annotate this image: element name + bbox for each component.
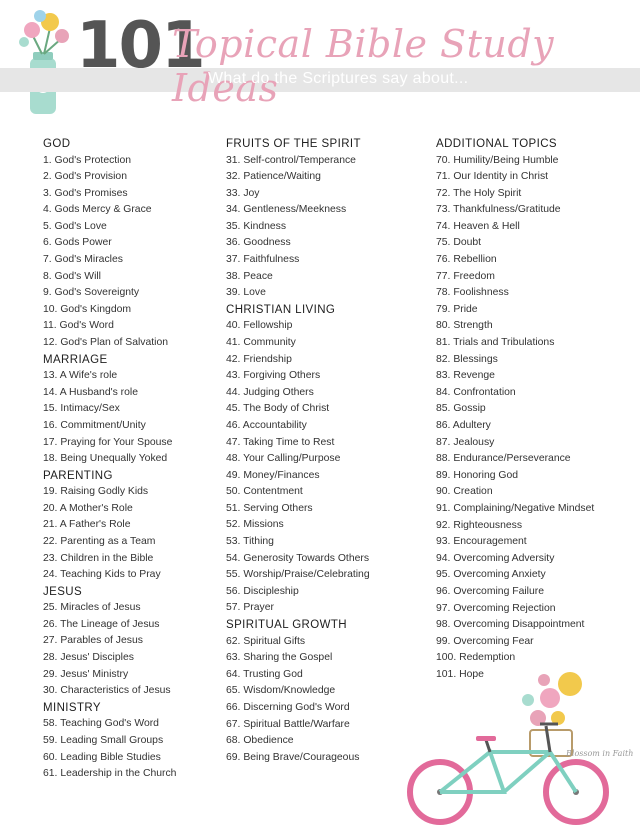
topic-item: 33. Joy <box>226 187 260 199</box>
topic-item: 52. Missions <box>226 519 284 531</box>
topic-item: 55. Worship/Praise/Celebrating <box>226 569 370 581</box>
topic-item: 42. Friendship <box>226 353 292 365</box>
topic-item: 60. Leading Bible Studies <box>43 751 161 763</box>
topic-item: 68. Obedience <box>226 735 294 747</box>
topic-item: 41. Community <box>226 336 296 348</box>
section-heading: JESUS <box>43 585 83 598</box>
topic-section <box>226 136 426 302</box>
topic-item: 21. A Father's Role <box>43 519 131 531</box>
topic-item: 28. Jesus' Disciples <box>43 652 134 664</box>
topic-item: 65. Wisdom/Knowledge <box>226 685 336 697</box>
topic-item: 47. Taking Time to Rest <box>226 436 335 448</box>
section-heading: GOD <box>43 138 71 150</box>
topic-item: 88. Endurance/Perseverance <box>436 453 571 465</box>
topic-item: 11. God's Word <box>43 320 114 332</box>
topic-item: 73. Thankfulness/Gratitude <box>436 204 561 216</box>
flower-jar-illustration <box>14 6 74 116</box>
topic-item: 70. Humility/Being Humble <box>436 154 559 166</box>
section-heading: FRUITS OF THE SPIRIT <box>226 138 361 150</box>
topic-item: 27. Parables of Jesus <box>43 635 143 647</box>
topic-item: 32. Patience/Waiting <box>226 171 321 183</box>
topic-item: 24. Teaching Kids to Pray <box>43 569 161 581</box>
topic-item: 10. God's Kingdom <box>43 303 132 315</box>
topic-item: 84. Confrontation <box>436 386 516 398</box>
topic-item: 26. The Lineage of Jesus <box>43 618 160 630</box>
topic-item: 82. Blessings <box>436 353 498 365</box>
topic-item: 25. Miracles of Jesus <box>43 602 141 614</box>
section-heading: MARRIAGE <box>43 353 108 366</box>
topic-item: 72. The Holy Spirit <box>436 187 522 199</box>
topic-item: 45. The Body of Christ <box>226 403 330 415</box>
bicycle-illustration <box>400 660 640 828</box>
topic-item: 38. Peace <box>226 270 273 282</box>
section-heading: ADDITIONAL TOPICS <box>436 138 557 150</box>
topic-item: 80. Strength <box>436 320 493 332</box>
topic-item: 81. Trials and Tribulations <box>436 337 555 349</box>
topic-item: 99. Overcoming Fear <box>436 635 534 647</box>
topic-item: 6. Gods Power <box>43 237 112 249</box>
topic-item: 61. Leadership in the Church <box>43 768 177 780</box>
topic-item: 93. Encouragement <box>436 536 527 548</box>
topic-item: 37. Faithfulness <box>226 254 300 266</box>
topic-item: 2. God's Provision <box>43 171 127 183</box>
flower-basket-icon <box>522 672 582 756</box>
topic-item: 49. Money/Finances <box>226 469 320 481</box>
topic-item: 101. Hope <box>436 668 484 680</box>
page-title: Topical Bible Study Ideas <box>172 22 555 110</box>
topic-item: 57. Prayer <box>226 602 274 614</box>
topic-item: 85. Gossip <box>436 403 486 415</box>
topic-item: 14. A Husband's role <box>43 386 138 398</box>
topic-item: 53. Tithing <box>226 536 274 548</box>
topic-item: 94. Overcoming Adversity <box>436 552 555 564</box>
topic-item: 7. God's Miracles <box>43 254 123 266</box>
section-heading: MINISTRY <box>43 701 101 714</box>
topic-item: 22. Parenting as a Team <box>43 535 156 547</box>
topic-item: 86. Adultery <box>436 420 491 431</box>
header <box>0 0 640 110</box>
topic-section <box>226 617 426 766</box>
topic-item: 75. Doubt <box>436 237 482 249</box>
topic-item: 76. Rebellion <box>436 254 497 266</box>
topic-item: 50. Contentment <box>226 486 303 498</box>
section-heading: PARENTING <box>43 469 113 482</box>
topic-item: 54. Generosity Towards Others <box>226 552 370 564</box>
topic-item: 31. Self-control/Temperance <box>226 154 356 166</box>
topic-item: 90. Creation <box>436 486 493 498</box>
topic-item: 23. Children in the Bible <box>43 552 154 564</box>
page-subtitle: What do the Scriptures say about... <box>208 70 469 87</box>
topic-column-2 <box>226 136 426 766</box>
topic-section <box>43 584 221 700</box>
topic-item: 1. God's Protection <box>43 154 132 166</box>
topic-item: 58. Teaching God's Word <box>43 718 159 730</box>
topic-item: 77. Freedom <box>436 270 495 282</box>
topic-item: 100. Redemption <box>436 652 516 664</box>
topic-section <box>226 302 426 617</box>
topic-item: 43. Forgiving Others <box>226 370 321 382</box>
topic-item: 15. Intimacy/Sex <box>43 403 120 415</box>
topic-item: 29. Jesus' Ministry <box>43 668 129 680</box>
topic-section <box>436 136 636 684</box>
topic-item: 79. Pride <box>436 303 478 315</box>
topic-item: 12. God's Plan of Salvation <box>43 337 169 349</box>
topic-item: 63. Sharing the Gospel <box>226 652 333 664</box>
topic-item: 13. A Wife's role <box>43 370 118 382</box>
topic-item: 92. Righteousness <box>436 519 523 531</box>
topic-item: 19. Raising Godly Kids <box>43 486 149 498</box>
topic-item: 36. Goodness <box>226 237 291 249</box>
topic-section <box>43 136 221 352</box>
topic-item: 74. Heaven & Hell <box>436 220 520 232</box>
credit-text: Blossom in Faith <box>566 749 634 758</box>
topic-item: 87. Jealousy <box>436 436 495 448</box>
topic-item: 8. God's Will <box>43 270 101 282</box>
topic-item: 4. Gods Mercy & Grace <box>43 204 152 216</box>
topic-item: 67. Spiritual Battle/Warfare <box>226 718 350 730</box>
topic-item: 83. Revenge <box>436 370 495 382</box>
topic-item: 96. Overcoming Failure <box>436 585 544 597</box>
topic-section <box>43 468 221 584</box>
topic-item: 17. Praying for Your Spouse <box>43 436 173 448</box>
title-number: 101 <box>76 9 204 83</box>
topic-item: 3. God's Promises <box>43 187 128 199</box>
topic-section <box>43 352 221 468</box>
topic-section <box>43 700 221 783</box>
topic-item: 95. Overcoming Anxiety <box>436 569 546 581</box>
topic-item: 59. Leading Small Groups <box>43 734 164 746</box>
topic-column-1 <box>43 136 221 783</box>
topic-item: 62. Spiritual Gifts <box>226 635 306 647</box>
topic-item: 64. Trusting God <box>226 668 303 680</box>
topic-item: 66. Discerning God's Word <box>226 701 350 713</box>
topic-item: 40. Fellowship <box>226 320 293 332</box>
section-heading: SPIRITUAL GROWTH <box>226 619 347 632</box>
topic-item: 5. God's Love <box>43 220 107 232</box>
topic-item: 46. Accountability <box>226 419 307 431</box>
topic-item: 89. Honoring God <box>436 469 519 481</box>
topic-column-3 <box>436 136 636 684</box>
topic-item: 44. Judging Others <box>226 386 314 398</box>
topic-item: 78. Foolishness <box>436 287 509 299</box>
topic-item: 69. Being Brave/Courageous <box>226 751 360 763</box>
topic-item: 16. Commitment/Unity <box>43 419 146 431</box>
topic-item: 20. A Mother's Role <box>43 502 133 514</box>
topic-item: 30. Characteristics of Jesus <box>43 685 171 697</box>
topic-item: 34. Gentleness/Meekness <box>226 204 347 216</box>
topic-item: 39. Love <box>226 287 266 299</box>
topic-item: 48. Your Calling/Purpose <box>226 453 341 465</box>
topic-item: 18. Being Unequally Yoked <box>43 453 168 465</box>
topic-item: 56. Discipleship <box>226 585 299 597</box>
topic-item: 97. Overcoming Rejection <box>436 602 556 614</box>
section-heading: CHRISTIAN LIVING <box>226 303 336 316</box>
topic-item: 71. Our Identity in Christ <box>436 171 549 183</box>
topic-item: 91. Complaining/Negative Mindset <box>436 502 595 514</box>
topic-item: 98. Overcoming Disappointment <box>436 619 585 631</box>
topic-item: 9. God's Sovereignty <box>43 287 140 299</box>
topic-item: 35. Kindness <box>226 220 287 232</box>
topic-item: 51. Serving Others <box>226 502 313 514</box>
